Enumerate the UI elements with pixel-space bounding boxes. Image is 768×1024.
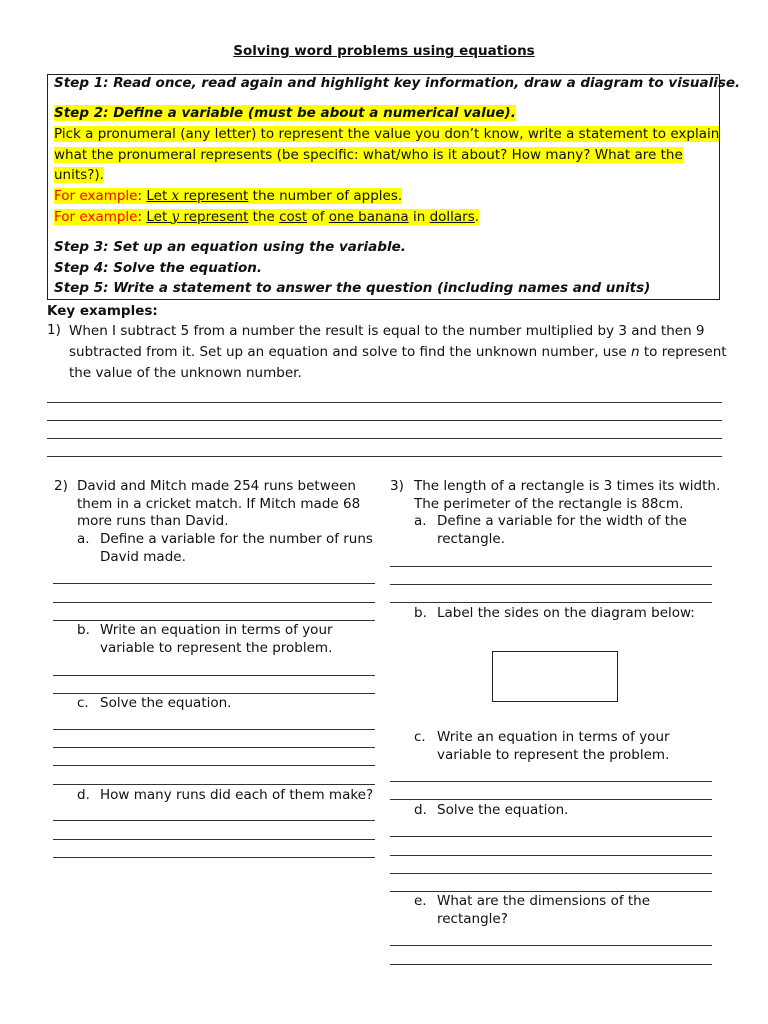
example-2-the: the [252, 209, 275, 225]
step-5: Step 5: Write a statement to answer the question (including names and units) [54, 280, 651, 296]
answer-line[interactable] [53, 839, 375, 840]
example-2-var: y [171, 209, 180, 225]
answer-line[interactable] [53, 765, 375, 766]
rectangle-diagram [492, 651, 618, 702]
step-2-line-1 [54, 125, 719, 144]
example-2-colon: : [137, 209, 143, 225]
answer-line[interactable] [390, 945, 712, 946]
q1-line-3: the value of the unknown number. [69, 365, 302, 381]
answer-line[interactable] [53, 675, 375, 676]
answer-line[interactable] [47, 402, 722, 403]
q1-line-2 [69, 342, 727, 363]
example-1-represent: represent [183, 188, 249, 204]
q3-c-line-2: variable to represent the problem. [437, 747, 670, 763]
q1-line-2-a: subtracted from it. Set up an equation and solve to find the unknown number, use [69, 344, 627, 360]
answer-line[interactable] [53, 820, 375, 821]
q2-line-2: them in a cricket match. If Mitch made 68 [77, 496, 361, 512]
answer-line[interactable] [53, 857, 375, 858]
answer-line[interactable] [390, 584, 712, 585]
step-2-line-2-text: what the pronumeral represents (be specific: what/who is it about? How many? What are the [54, 147, 683, 163]
answer-line[interactable] [390, 602, 712, 603]
answer-line[interactable] [53, 784, 375, 785]
step-3: Step 3: Set up an equation using the variable. [54, 239, 406, 255]
answer-line[interactable] [390, 855, 712, 856]
example-2-of: of [311, 209, 325, 225]
q3-b-label: b. [414, 605, 427, 621]
step-2-line-3 [54, 166, 104, 185]
example-2-in: in [412, 209, 426, 225]
q3-line-1: The length of a rectangle is 3 times its width. [414, 478, 721, 494]
answer-line[interactable] [53, 729, 375, 730]
q3-e-label: e. [414, 893, 427, 909]
example-2-period: . [474, 209, 480, 225]
answer-line[interactable] [390, 873, 712, 874]
q2-a-label: a. [77, 531, 90, 547]
q2-line-3: more runs than David. [77, 513, 229, 529]
example-1-prefix: For example [54, 188, 138, 204]
key-examples-heading: Key examples: [47, 303, 158, 319]
q2-b-label: b. [77, 622, 90, 638]
example-2-prefix: For example [54, 209, 138, 225]
answer-line[interactable] [47, 438, 722, 439]
step-4: Step 4: Solve the equation. [54, 260, 263, 276]
example-2-cost: cost [279, 209, 308, 225]
example-2-represent: represent [183, 209, 249, 225]
q3-c-line-1: Write an equation in terms of your [437, 729, 670, 745]
answer-line[interactable] [390, 781, 712, 782]
example-1-let: Let [146, 188, 168, 204]
q3-d-line-1: Solve the equation. [437, 802, 569, 818]
step-2-line-3-text: units?). [54, 167, 104, 183]
step-2-heading-text: Step 2: Define a variable (must be about a numerical value). [54, 105, 516, 121]
q1-line-2-b: to represent [643, 344, 727, 360]
example-1-rest: the number of apples. [252, 188, 403, 204]
answer-line[interactable] [390, 964, 712, 965]
example-2-one-banana: one banana [328, 209, 409, 225]
q2-a-line-1: Define a variable for the number of runs [100, 531, 373, 547]
q2-line-1: David and Mitch made 254 runs between [77, 478, 356, 494]
answer-line[interactable] [390, 836, 712, 837]
q1-line-1: When I subtract 5 from a number the result is equal to the number multiplied by 3 and then 9 [69, 323, 705, 339]
step-2-heading [54, 104, 516, 123]
answer-line[interactable] [53, 583, 375, 584]
q3-a-line-2: rectangle. [437, 531, 506, 547]
example-2-dollars: dollars [429, 209, 475, 225]
q3-number: 3) [390, 478, 404, 494]
answer-line[interactable] [53, 602, 375, 603]
step-2-line-1-text: Pick a pronumeral (any letter) to represent the value you don’t know, write a statement to explain [54, 126, 720, 142]
q3-e-line-1: What are the dimensions of the [437, 893, 651, 909]
answer-line[interactable] [47, 456, 722, 457]
step-2-line-2 [54, 146, 683, 165]
q3-line-2: The perimeter of the rectangle is 88cm. [414, 496, 684, 512]
q2-d-line-1: How many runs did each of them make? [100, 787, 374, 803]
example-1 [54, 187, 402, 206]
q3-a-label: a. [414, 513, 427, 529]
example-2-let: Let [146, 209, 168, 225]
q2-c-label: c. [77, 695, 89, 711]
q2-d-label: d. [77, 787, 90, 803]
example-1-var: x [171, 188, 180, 204]
answer-line[interactable] [47, 420, 722, 421]
example-1-colon: : [137, 188, 143, 204]
example-2 [54, 208, 479, 227]
q1-number: 1) [47, 322, 61, 338]
step-1: Step 1: Read once, read again and highlight key information, draw a diagram to visualise. [54, 75, 741, 91]
answer-line[interactable] [390, 566, 712, 567]
page-title: Solving word problems using equations [233, 43, 535, 59]
q3-d-label: d. [414, 802, 427, 818]
q2-b-line-1: Write an equation in terms of your [100, 622, 333, 638]
q2-a-line-2: David made. [100, 549, 186, 565]
answer-line[interactable] [390, 799, 712, 800]
q2-c-line-1: Solve the equation. [100, 695, 232, 711]
q2-b-line-2: variable to represent the problem. [100, 640, 333, 656]
q3-e-line-2: rectangle? [437, 911, 508, 927]
q3-a-line-1: Define a variable for the width of the [437, 513, 687, 529]
q1-var: n [630, 344, 640, 360]
q3-b-line-1: Label the sides on the diagram below: [437, 605, 695, 621]
q2-number: 2) [54, 478, 68, 494]
q3-c-label: c. [414, 729, 426, 745]
answer-line[interactable] [53, 747, 375, 748]
